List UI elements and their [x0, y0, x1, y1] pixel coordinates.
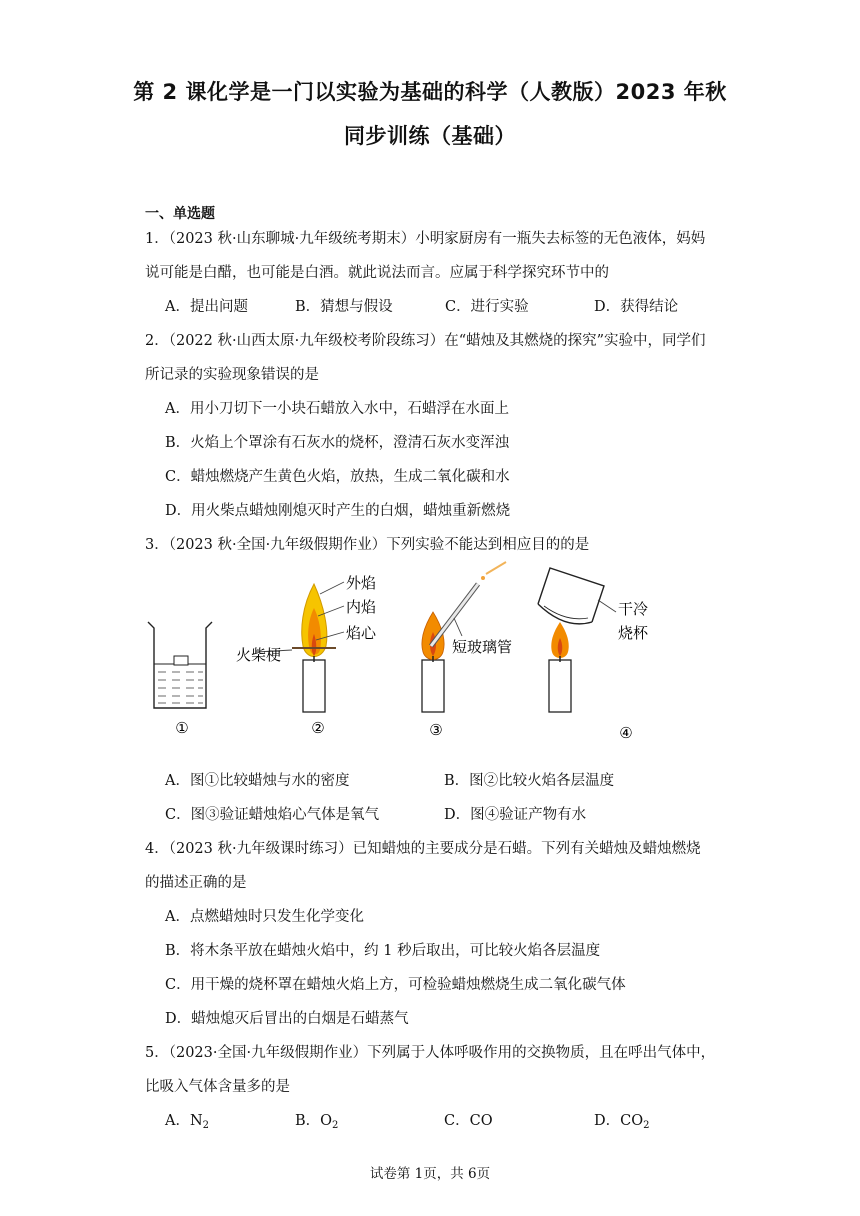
q3-stem-line1: 3．（2023 秋·全国·九年级假期作业）下列实验不能达到相应目的的是 — [145, 537, 590, 553]
q4-option-c: C．用干燥的烧杯罩在蜡烛火焰上方，可检验蜡烛燃烧生成二氧化碳气体 — [165, 977, 626, 993]
q1-option-a: A．提出问题 — [165, 299, 248, 315]
label-flame-core: 焰心 — [346, 624, 377, 642]
q4-stem-line1: 4．（2023 秋·九年级课时练习）已知蜡烛的主要成分是石蜡。下列有关蜡烛及蜡烛燃烧 — [145, 841, 701, 857]
q3-option-a: A．图①比较蜡烛与水的密度 — [165, 773, 350, 789]
q2-option-a: A．用小刀切下一小块石蜡放入水中，石蜡浮在水面上 — [165, 401, 509, 417]
q4-option-b: B．将木条平放在蜡烛火焰中，约 1 秒后取出，可比较火焰各层温度 — [165, 943, 601, 959]
q1-stem-line1: 1．（2023 秋·山东聊城·九年级统考期末）小明家厨房有一瓶失去标签的无色液体，妈妈 — [145, 231, 706, 247]
page-title-line1: 第 2 课化学是一门以实验为基础的科学（人教版）2023 年秋 — [133, 80, 727, 104]
q2-stem-line2: 所记录的实验现象错误的是 — [145, 367, 319, 383]
q5-stem-line1: 5．（2023·全国·九年级假期作业）下列属于人体呼吸作用的交换物质，且在呼出气体中， — [145, 1045, 716, 1061]
candle-experiment-figure — [140, 560, 700, 750]
q5-option-d: D．$CO_2$ — [594, 1113, 650, 1131]
label-inner-flame: 内焰 — [346, 598, 377, 616]
cold-beaker-figure — [538, 568, 616, 712]
label-beaker: 烧杯 — [618, 624, 649, 642]
q2-option-b: B．火焰上个罩涂有石灰水的烧杯，澄清石灰水变浑浊 — [165, 435, 510, 451]
page-title-line2: 同步训练（基础） — [344, 124, 516, 148]
label-outer-flame: 外焰 — [346, 574, 377, 592]
q1-stem-line2: 说可能是白醋，也可能是白酒。就此说法而言。应属于科学探究环节中的 — [145, 265, 609, 281]
section-heading: 一、单选题 — [145, 206, 215, 222]
figure-number-4: ④ — [619, 724, 633, 742]
q1-option-b: B．猜想与假设 — [295, 299, 393, 315]
q5-option-b: B．$O_2$ — [295, 1113, 339, 1131]
q4-option-d: D．蜡烛熄灭后冒出的白烟是石蜡蒸气 — [165, 1011, 409, 1027]
beaker-figure — [148, 622, 212, 708]
q1-option-d: D．获得结论 — [594, 299, 679, 315]
label-dry-cold: 干冷 — [618, 600, 649, 618]
label-match-stick: 火柴梗 — [236, 646, 282, 664]
q3-option-b: B．图②比较火焰各层温度 — [444, 773, 615, 789]
label-short-glass-tube: 短玻璃管 — [452, 638, 513, 656]
glass-tube-figure — [422, 562, 506, 712]
figure-number-2: ② — [311, 719, 325, 737]
q1-option-c: C．进行实验 — [445, 299, 529, 315]
q5-option-c: C．CO — [444, 1113, 493, 1129]
q4-option-a: A．点燃蜡烛时只发生化学变化 — [165, 909, 364, 925]
q4-stem-line2: 的描述正确的是 — [145, 875, 247, 891]
q3-option-c: C．图③验证蜡烛焰心气体是氧气 — [165, 807, 380, 823]
figure-number-1: ① — [175, 719, 189, 737]
q3-option-d: D．图④验证产物有水 — [444, 807, 587, 823]
q5-stem-line2: 比吸入气体含量多的是 — [145, 1079, 290, 1095]
page-footer: 试卷第 1页，共 6页 — [369, 1166, 491, 1182]
q2-option-d: D．用火柴点蜡烛刚熄灭时产生的白烟，蜡烛重新燃烧 — [165, 503, 511, 519]
q5-option-a: A．$N_2$ — [165, 1113, 210, 1131]
figure-number-3: ③ — [429, 721, 443, 739]
q2-option-c: C．蜡烛燃烧产生黄色火焰，放热，生成二氧化碳和水 — [165, 469, 510, 485]
q2-stem-line1: 2．（2022 秋·山西太原·九年级校考阶段练习）在“蜡烛及其燃烧的探究”实验中，同学们 — [145, 333, 706, 349]
